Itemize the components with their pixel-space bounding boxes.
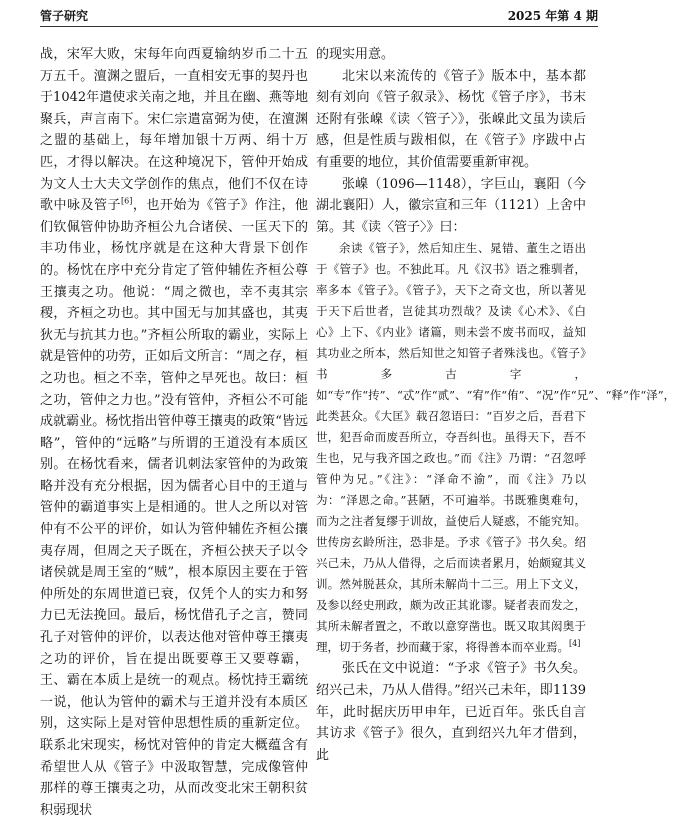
right-paragraph-3: 张氏在文中说道：“予求《管子》书久矣。绍兴己未，乃从人借得。”绍兴己未年，即1139年，此时据庆历甲申年，已近百年。张氏自言其访求《管子》很久，直到绍兴九年才借到，此 [316, 661, 586, 763]
issue-label: 2025 年第 4 期 [507, 9, 598, 23]
left-para-text-cont: ，也开始为《管子》作注，他们钦佩管仲协助齐桓公九合诸侯、一匡天下的丰功伟业，杨忱序就是在这种大背景下创作的。杨忱在序中充分肯定了管仲辅佐齐桓公尊王攘夷之功。他说：“周之微也，幸不夷其宗稷，齐桓之功也。其中国无与加其盛也，其夷狄无与抗其力也。”齐桓公所取的霸业，实际上就是管仲的功劳，正如后文所言：“周之存，桓之功也。桓之不幸，管仲之早死也。故曰：桓之功，管仲之力也。”没有管仲，齐桓公不可能成就霸业。杨忱指出管仲尊王攘夷的政策“皆远略”，管仲的“远略”与所谓的王道没有本质区别。在杨忱看来，儒者讥刺法家管仲的为政策略并没有充分根据，因为儒者心目中的王道与管仲的霸道事实上是相通的。世人之所以对管仲有不公平的评价，如认为管仲辅佐齐桓公攘夷存周，但周之天子既在，齐桓公挟天子以令诸侯就是周王室的“贼”，根本原因主要在于管仲所处的东周世道已衰，仅凭个人的实力和努力已无法挽回。最后，杨忱借孔子之言，赞同孔子对管仲的评价，以表达他对管仲尊王攘夷之功的评价，旨在提出既要尊王又要尊霸，王、霸在本质上是统一的观点。杨忱持王霸统一说，他认为管仲的霸术与王道并没有本质区别，这实际上是对管仲思想性质的重新定位。联系北宋现实，杨忱对管仲的肯定大概蕴含有希望世人从《管子》中汲取智慧，完成像管仲那样的尊王攘夷之功，从而改变北宋王朝积贫积弱现状 [40, 198, 308, 818]
left-paragraph [40, 44, 308, 821]
journal-title: 管子研究 [40, 9, 89, 23]
right-column [316, 44, 675, 766]
quote-footnote-ref: [4] [569, 639, 581, 649]
right-paragraph-2: 张嵲（1096—1148），字巨山，襄阳（今湖北襄阳）人，徽宗宣和三年（1121）上舍中第。其《读〈管子〉》曰： [316, 176, 586, 235]
left-para-text: 战，宋军大败，宋每年向西夏输纳岁币二十五万五千。澶渊之盟后，一直相安无事的契丹也于1042年遣使求关南之地，并且在幽、燕等地聚兵，声言南下。宋仁宗遣富弼为使，在澶渊之盟的基础上，每年增加银十万两、绢十万匹，才得以解决。在这种境况下，管仲开始成为文人士大夫文学创作的焦点，他们不仅在诗歌中咏及管子 [40, 47, 308, 214]
quote-text: 余读《管子》，然后知庄生、晁错、董生之语出于《管子》也。不独此耳。凡《汉书》语之雅驯者，率多本《管子》。《管子》，天下之奇文也，所以著见于天下后世者，岂徒其功烈哉？及读《心术》、《白心》上下、《内业》诸篇，则未尝不废书而叹，益知其功业之所本，然后知世之知管子者殊浅也。《管子》书多古字，如“专”作“抟”、“忒”作“贰”、“宥”作“侑”、“况”作“兄”、“释”作“泽”，此类甚众。《大匡》载召忽语曰：“百岁之后，吾君下世，犯吾命而废吾所立，夺吾纠也。虽得天下，吾不生也，兄与我齐国之政也。”而《注》乃谓：“召忽呼管仲为兄。”《注》：“泽命不渝”，而《注》乃以为：“泽恩之命。”甚陋，不可遍举。书既雅奥难句，而为之注者复缪于训故，益使后人疑惑，不能究知。世传房玄龄所注，恐非是。予求《管子》书久矣。绍兴己未，乃从人借得，之后而读者累月，始颇窥其义训。然舛脱甚众，其所未解尚十二三。用上下文义，及参以经史刑政，颇为改正其讹谬。疑者表而发之，其所未解者置之，不敢以意穿凿也。既又取其闳奥于理，切于务者，抄而藏于家，将得善本而卒业焉。 [316, 241, 675, 655]
right-paragraph-1: 北宋以来流传的《管子》版本中，基本都刻有刘向《管子叙录》、杨忱《管子序》，书末还附有张嵲《读〈管子〉》，张嵲此文虽为读后感，但是性质与跋相似，在《管子》序跋中占有重要的地位，其价值需要重新审视。 [316, 68, 586, 170]
block-quote [316, 238, 675, 658]
right-paragraph-0: 的现实用意。 [316, 47, 395, 62]
footnote-ref: [6] [121, 196, 133, 206]
running-header [40, 6, 598, 27]
left-column [40, 44, 308, 821]
